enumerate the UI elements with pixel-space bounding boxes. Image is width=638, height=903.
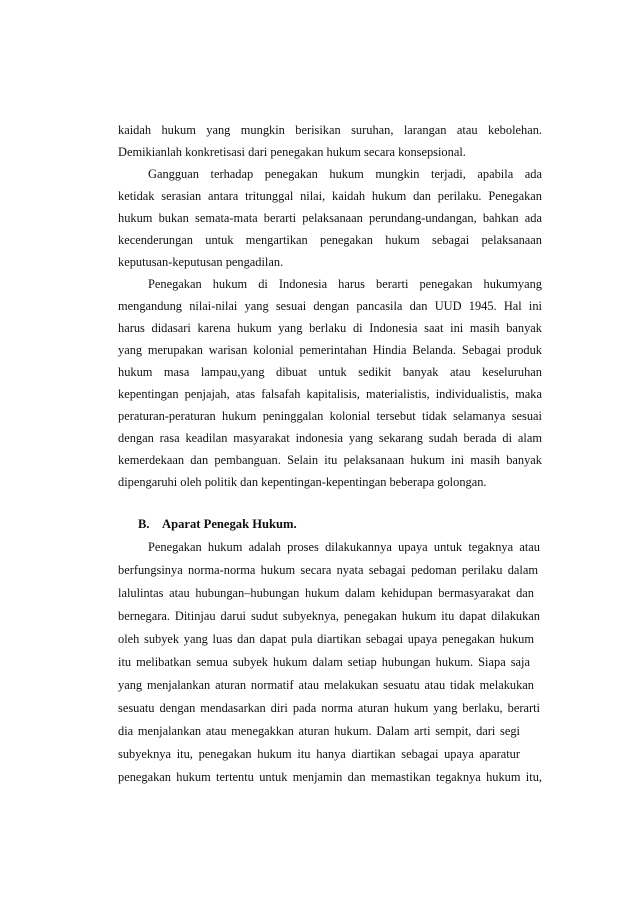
paragraph-line: Penegakan hukum adalah proses dilakukannya upaya untuk tegaknya atau bbox=[148, 540, 540, 554]
paragraph-line: dipengaruhi oleh politik dan kepentingan-kepentingan beberapa golongan. bbox=[118, 475, 487, 489]
paragraph-line: itu melibatkan semua subyek hukum dalam setiap hubungan hukum. Siapa saja bbox=[118, 655, 530, 669]
paragraph-line: dia menjalankan atau menegakkan aturan hukum. Dalam arti sempit, dari segi bbox=[118, 724, 520, 738]
paragraph-line: kecenderungan untuk mengartikan penegakan hukum sebagai pelaksanaan bbox=[118, 233, 542, 247]
paragraph-line: Demikianlah konkretisasi dari penegakan hukum secara konsepsional. bbox=[118, 145, 466, 159]
paragraph-line: hukum bukan semata-mata berarti pelaksanaan perundang-undangan, bahkan ada bbox=[118, 211, 542, 225]
section-heading bbox=[138, 516, 297, 532]
paragraph-line: hukum masa lampau,yang dibuat untuk sedikit banyak atau keseluruhan bbox=[118, 365, 542, 379]
paragraph-line: yang merupakan warisan kolonial pemerintahan Hindia Belanda. Sebagai produk bbox=[118, 343, 542, 357]
paragraph-line: oleh subyek yang luas dan dapat pula diartikan sebagai upaya penegakan hukum bbox=[118, 632, 534, 646]
paragraph-line: harus didasari karena hukum yang berlaku di Indonesia saat ini masih banyak bbox=[118, 321, 542, 335]
paragraph-line: kepentingan penjajah, atas falsafah kapitalisis, materialistis, individualistis, maka bbox=[118, 387, 542, 401]
paragraph-line: Penegakan hukum di Indonesia harus berarti penegakan hukumyang bbox=[148, 277, 542, 291]
section-title: Aparat Penegak Hukum. bbox=[162, 517, 297, 531]
paragraph-line: berfungsinya norma-norma hukum secara nyata sebagai pedoman perilaku dalam bbox=[118, 563, 538, 577]
section-number: B. bbox=[138, 517, 150, 531]
paragraph-line: bernegara. Ditinjau darui sudut subyeknya, penegakan hukum itu dapat dilakukan bbox=[118, 609, 540, 623]
paragraph-line: subyeknya itu, penegakan hukum itu hanya diartikan sebagai upaya aparatur bbox=[118, 747, 520, 761]
paragraph-line: mengandung nilai-nilai yang sesuai dengan pancasila dan UUD 1945. Hal ini bbox=[118, 299, 542, 313]
paragraph-line: yang menjalankan aturan normatif atau melakukan sesuatu atau tidak melakukan bbox=[118, 678, 534, 692]
paragraph-line: ketidak serasian antara tritunggal nilai, kaidah hukum dan perilaku. Penegakan bbox=[118, 189, 542, 203]
paragraph-line: dengan rasa keadilan masyarakat indonesia yang sekarang sudah berada di alam bbox=[118, 431, 542, 445]
paragraph-line: kemerdekaan dan pembanguan. Selain itu pelaksanaan hukum ini masih banyak bbox=[118, 453, 542, 467]
paragraph-line: peraturan-peraturan hukum peninggalan kolonial tersebut tidak selamanya sesuai bbox=[118, 409, 542, 423]
paragraph-line: sesuatu dengan mendasarkan diri pada norma aturan hukum yang berlaku, berarti bbox=[118, 701, 540, 715]
paragraph-line: lalulintas atau hubungan–hubungan hukum dalam kehidupan bermasyarakat dan bbox=[118, 586, 534, 600]
paragraph-line: keputusan-keputusan pengadilan. bbox=[118, 255, 284, 269]
paragraph-line: kaidah hukum yang mungkin berisikan suruhan, larangan atau kebolehan. bbox=[118, 123, 542, 137]
paragraph-line: Gangguan terhadap penegakan hukum mungkin terjadi, apabila ada bbox=[148, 167, 542, 181]
paragraph-line: penegakan hukum tertentu untuk menjamin dan memastikan tegaknya hukum itu, bbox=[118, 770, 542, 784]
